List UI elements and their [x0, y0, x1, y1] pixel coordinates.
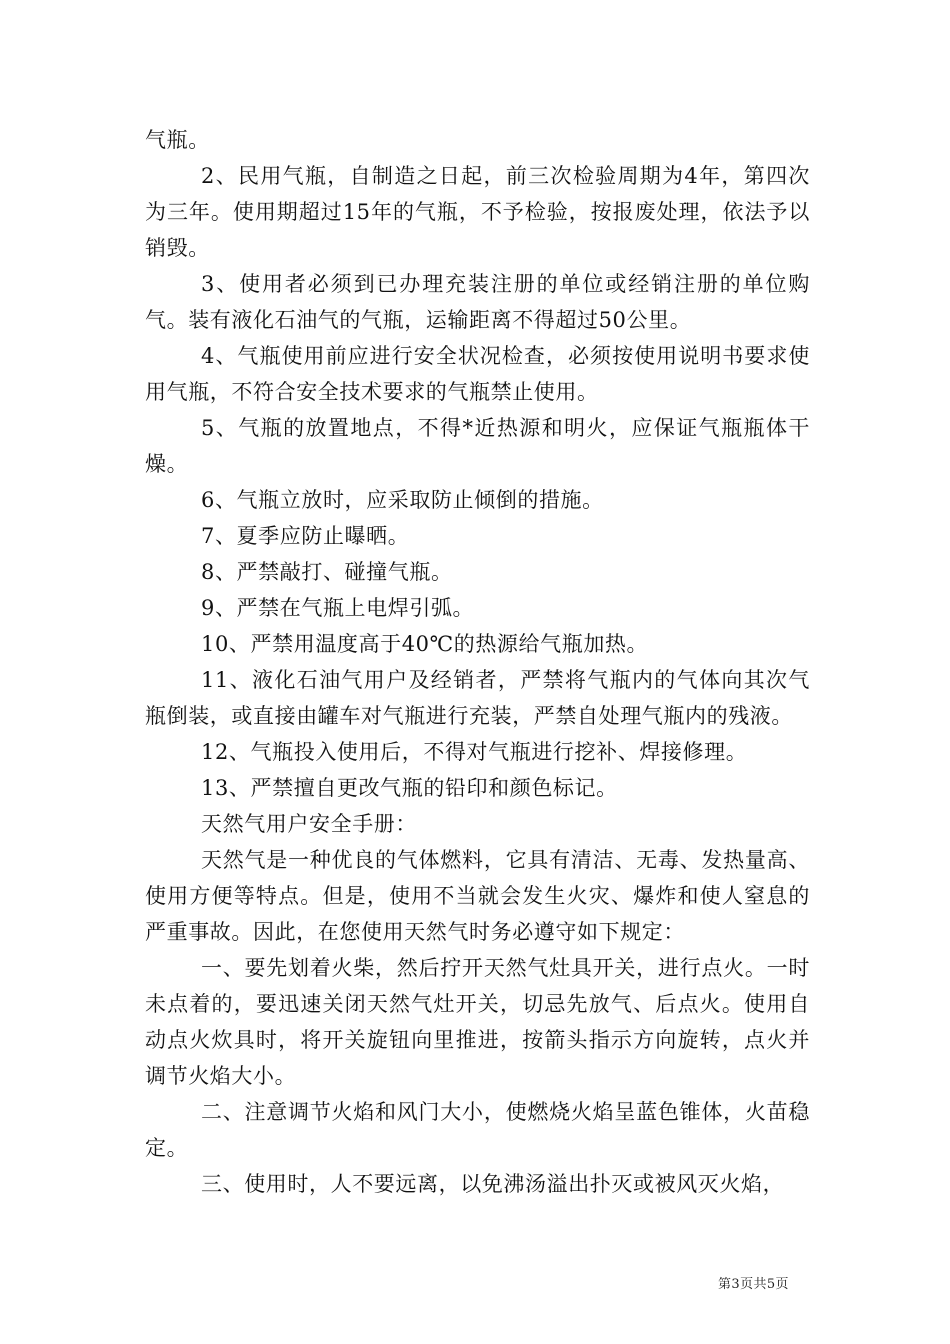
paragraph: 11、液化石油气用户及经销者，严禁将气瓶内的气体向其次气瓶倒装，或直接由罐车对气瓶进行充装，严禁自处理气瓶内的残液。	[145, 668, 810, 728]
paragraph: 二、注意调节火焰和风门大小，使燃烧火焰呈蓝色锥体，火苗稳定。	[145, 1100, 810, 1160]
page-number-footer: 第3页共5页	[718, 1277, 789, 1292]
paragraph: 2、民用气瓶，自制造之日起，前三次检验周期为4年，第四次为三年。使用期超过15年的气瓶，不予检验，按报废处理，依法予以销毁。	[145, 164, 810, 260]
paragraph: 天然气是一种优良的气体燃料，它具有清洁、无毒、发热量高、使用方便等特点。但是，使用不当就会发生火灾、爆炸和使人窒息的严重事故。因此，在您使用天然气时务必遵守如下规定：	[145, 848, 810, 944]
paragraph: 8、严禁敲打、碰撞气瓶。	[201, 560, 453, 584]
paragraph: 10、严禁用温度高于40℃的热源给气瓶加热。	[201, 632, 649, 656]
paragraph: 7、夏季应防止曝晒。	[201, 524, 410, 548]
paragraph: 4、气瓶使用前应进行安全状况检查，必须按使用说明书要求使用气瓶，不符合安全技术要求的气瓶禁止使用。	[145, 344, 810, 404]
paragraph: 5、气瓶的放置地点，不得*近热源和明火，应保证气瓶瓶体干燥。	[145, 416, 810, 476]
paragraph: 三、使用时，人不要远离，以免沸汤溢出扑灭或被风灭火焰，	[201, 1172, 785, 1196]
paragraph: 3、使用者必须到已办理充装注册的单位或经销注册的单位购气。装有液化石油气的气瓶，运输距离不得超过50公里。	[145, 272, 810, 332]
paragraph: 6、气瓶立放时，应采取防止倾倒的措施。	[201, 488, 604, 512]
section-heading: 天然气用户安全手册：	[201, 812, 417, 836]
paragraph: 气瓶。	[145, 128, 210, 152]
document-body	[145, 122, 810, 1202]
paragraph: 9、严禁在气瓶上电焊引弧。	[201, 596, 475, 620]
paragraph: 一、要先划着火柴，然后拧开天然气灶具开关，进行点火。一时未点着的，要迅速关闭天然气灶开关，切忌先放气、后点火。使用自动点火炊具时，将开关旋钮向里推进，按箭头指示方向旋转，点火并调节火焰大小。	[145, 956, 810, 1088]
paragraph: 13、严禁擅自更改气瓶的铅印和颜色标记。	[201, 776, 618, 800]
paragraph: 12、气瓶投入使用后，不得对气瓶进行挖补、焊接修理。	[201, 740, 748, 764]
